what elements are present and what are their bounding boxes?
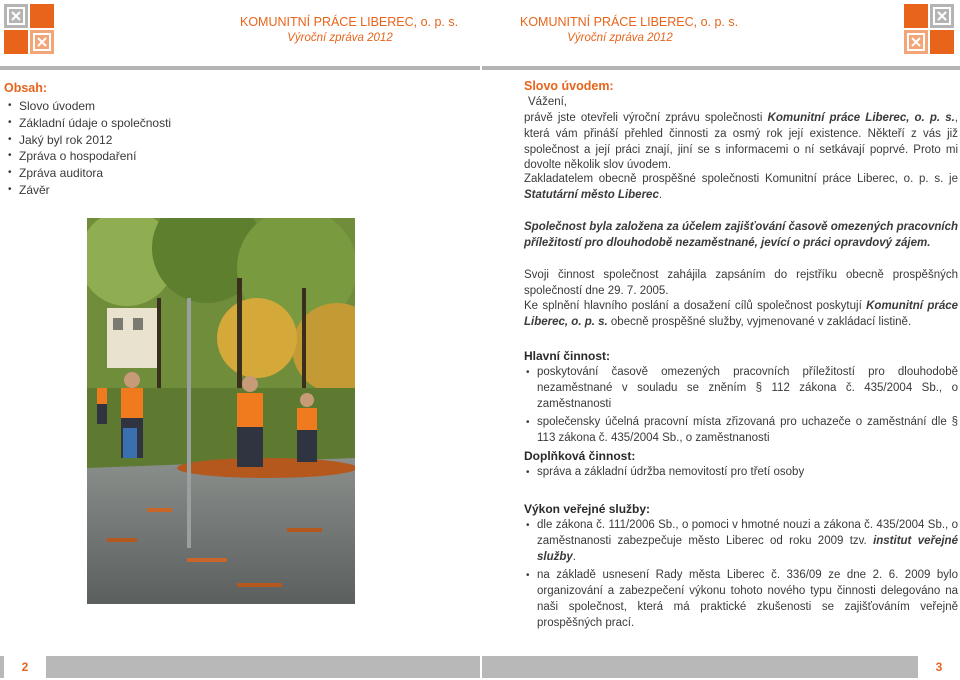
intro-paragraph-1 xyxy=(524,111,958,174)
company-logo xyxy=(904,4,958,58)
footer-bar xyxy=(0,656,480,678)
header-company: KOMUNITNÍ PRÁCE LIBEREC, o. p. s. xyxy=(240,15,459,29)
list-item: • správa a základní údržba nemovitostí pro třetí osoby xyxy=(524,465,958,481)
secondary-activity-list xyxy=(524,465,958,484)
toc-item[interactable]: • Zpráva auditora xyxy=(4,165,204,182)
intro-greeting: Vážení, xyxy=(528,96,567,108)
header-subtitle: Výroční zpráva 2012 xyxy=(567,32,673,44)
page-number: 3 xyxy=(918,656,960,678)
header-subtitle: Výroční zpráva 2012 xyxy=(287,32,393,44)
toc-item[interactable]: • Jaký byl rok 2012 xyxy=(4,132,204,149)
table-of-contents xyxy=(4,80,204,199)
page-header-right xyxy=(520,14,739,46)
header-divider xyxy=(0,66,480,70)
page-header-left xyxy=(240,14,459,46)
history-text: Ke splnění hlavního poslání a dosažení cílů společnost poskytují xyxy=(524,300,867,312)
company-name: Komunitní práce Liberec, o. p. s. xyxy=(524,300,959,328)
main-activity-list xyxy=(524,365,958,450)
intro-text: . xyxy=(658,188,663,201)
toc-item[interactable]: • Zpráva o hospodaření xyxy=(4,148,204,165)
page-number: 2 xyxy=(4,656,46,678)
footer-bar xyxy=(482,656,960,678)
toc-list xyxy=(4,98,204,199)
header-divider xyxy=(482,66,960,70)
purpose-statement: Společnost byla založena za účelem zajišťování časově omezených pracovních příležitostí pro dlouhodobě nezaměstnané, jevící o práci opravdový zájem. xyxy=(524,221,958,249)
intro-text: , která vám přináší přehled činnosti za osmý rok její existence. Někteří z vás již společnost a její práci znají, jiní se s informacemi o ní setkávají poprvé. Proto mi dovolte několik slov úvodem. xyxy=(524,112,958,172)
list-item: • společensky účelná pracovní místa zřizovaná pro uchazeče o zaměstnání dle § 113 zákona č. 435/2004 Sb., o zaměstnanosti xyxy=(524,415,958,447)
company-name: Komunitní práce Liberec, o. p. s. xyxy=(767,112,955,124)
toc-item[interactable]: • Závěr xyxy=(4,182,204,199)
list-item: • poskytování časově omezených pracovních příležitostí pro dlouhodobě nezaměstnané v souladu se zněním § 112 zákona č. 435/2004 Sb., o zaměstnanosti xyxy=(524,365,958,412)
history-paragraph-1: Svoji činnost společnost zahájila zapsáním do rejstříku obecně prospěšných společností dne 29. 7. 2005. xyxy=(524,269,958,297)
header-company: KOMUNITNÍ PRÁCE LIBEREC, o. p. s. xyxy=(520,15,739,29)
list-item: • na základě usnesení Rady města Liberec č. 336/09 ze dne 2. 6. 2009 bylo organizování a zabezpečení výkonu tohoto nového typu činnosti delegováno na naši společnost, která má praktické zkušenosti se zajišťováním veřejně prospěšných prací. xyxy=(524,568,958,631)
history-paragraph-2 xyxy=(524,299,958,331)
intro-text: Zakladatelem obecně prospěšné společnosti Komunitní práce Liberec, o. p. s. je xyxy=(524,173,958,185)
toc-item[interactable]: • Základní údaje o společnosti xyxy=(4,115,204,132)
secondary-activity-title: Doplňková činnost: xyxy=(524,449,636,463)
founder-name: Statutární město Liberec xyxy=(524,188,659,201)
public-service-text: . xyxy=(572,550,576,563)
intro-paragraph-2 xyxy=(524,172,958,204)
list-item xyxy=(524,518,958,565)
intro-title: Slovo úvodem: xyxy=(524,79,614,93)
company-logo xyxy=(4,4,58,58)
toc-item[interactable]: • Slovo úvodem xyxy=(4,98,204,115)
public-service-text: dle zákona č. 111/2006 Sb., o pomoci v hmotné nouzi a zákona č. 435/2004 Sb., o zaměstnanosti zabezpečuje město Liberec od roku 2009 tzv. xyxy=(537,519,958,547)
toc-title: Obsah: xyxy=(4,81,48,95)
public-service-title: Výkon veřejné služby: xyxy=(524,502,651,516)
public-service-list xyxy=(524,518,958,635)
history-text: obecně prospěšné služby, vyjmenované v zakládací listině. xyxy=(607,315,912,328)
main-activity-title: Hlavní činnost: xyxy=(524,349,611,363)
intro-text: právě jste otevřeli výroční zprávu společnosti xyxy=(524,112,768,124)
public-service-term: institut veřejné služby xyxy=(537,534,958,563)
workers-raking-leaves-photo xyxy=(87,218,355,604)
